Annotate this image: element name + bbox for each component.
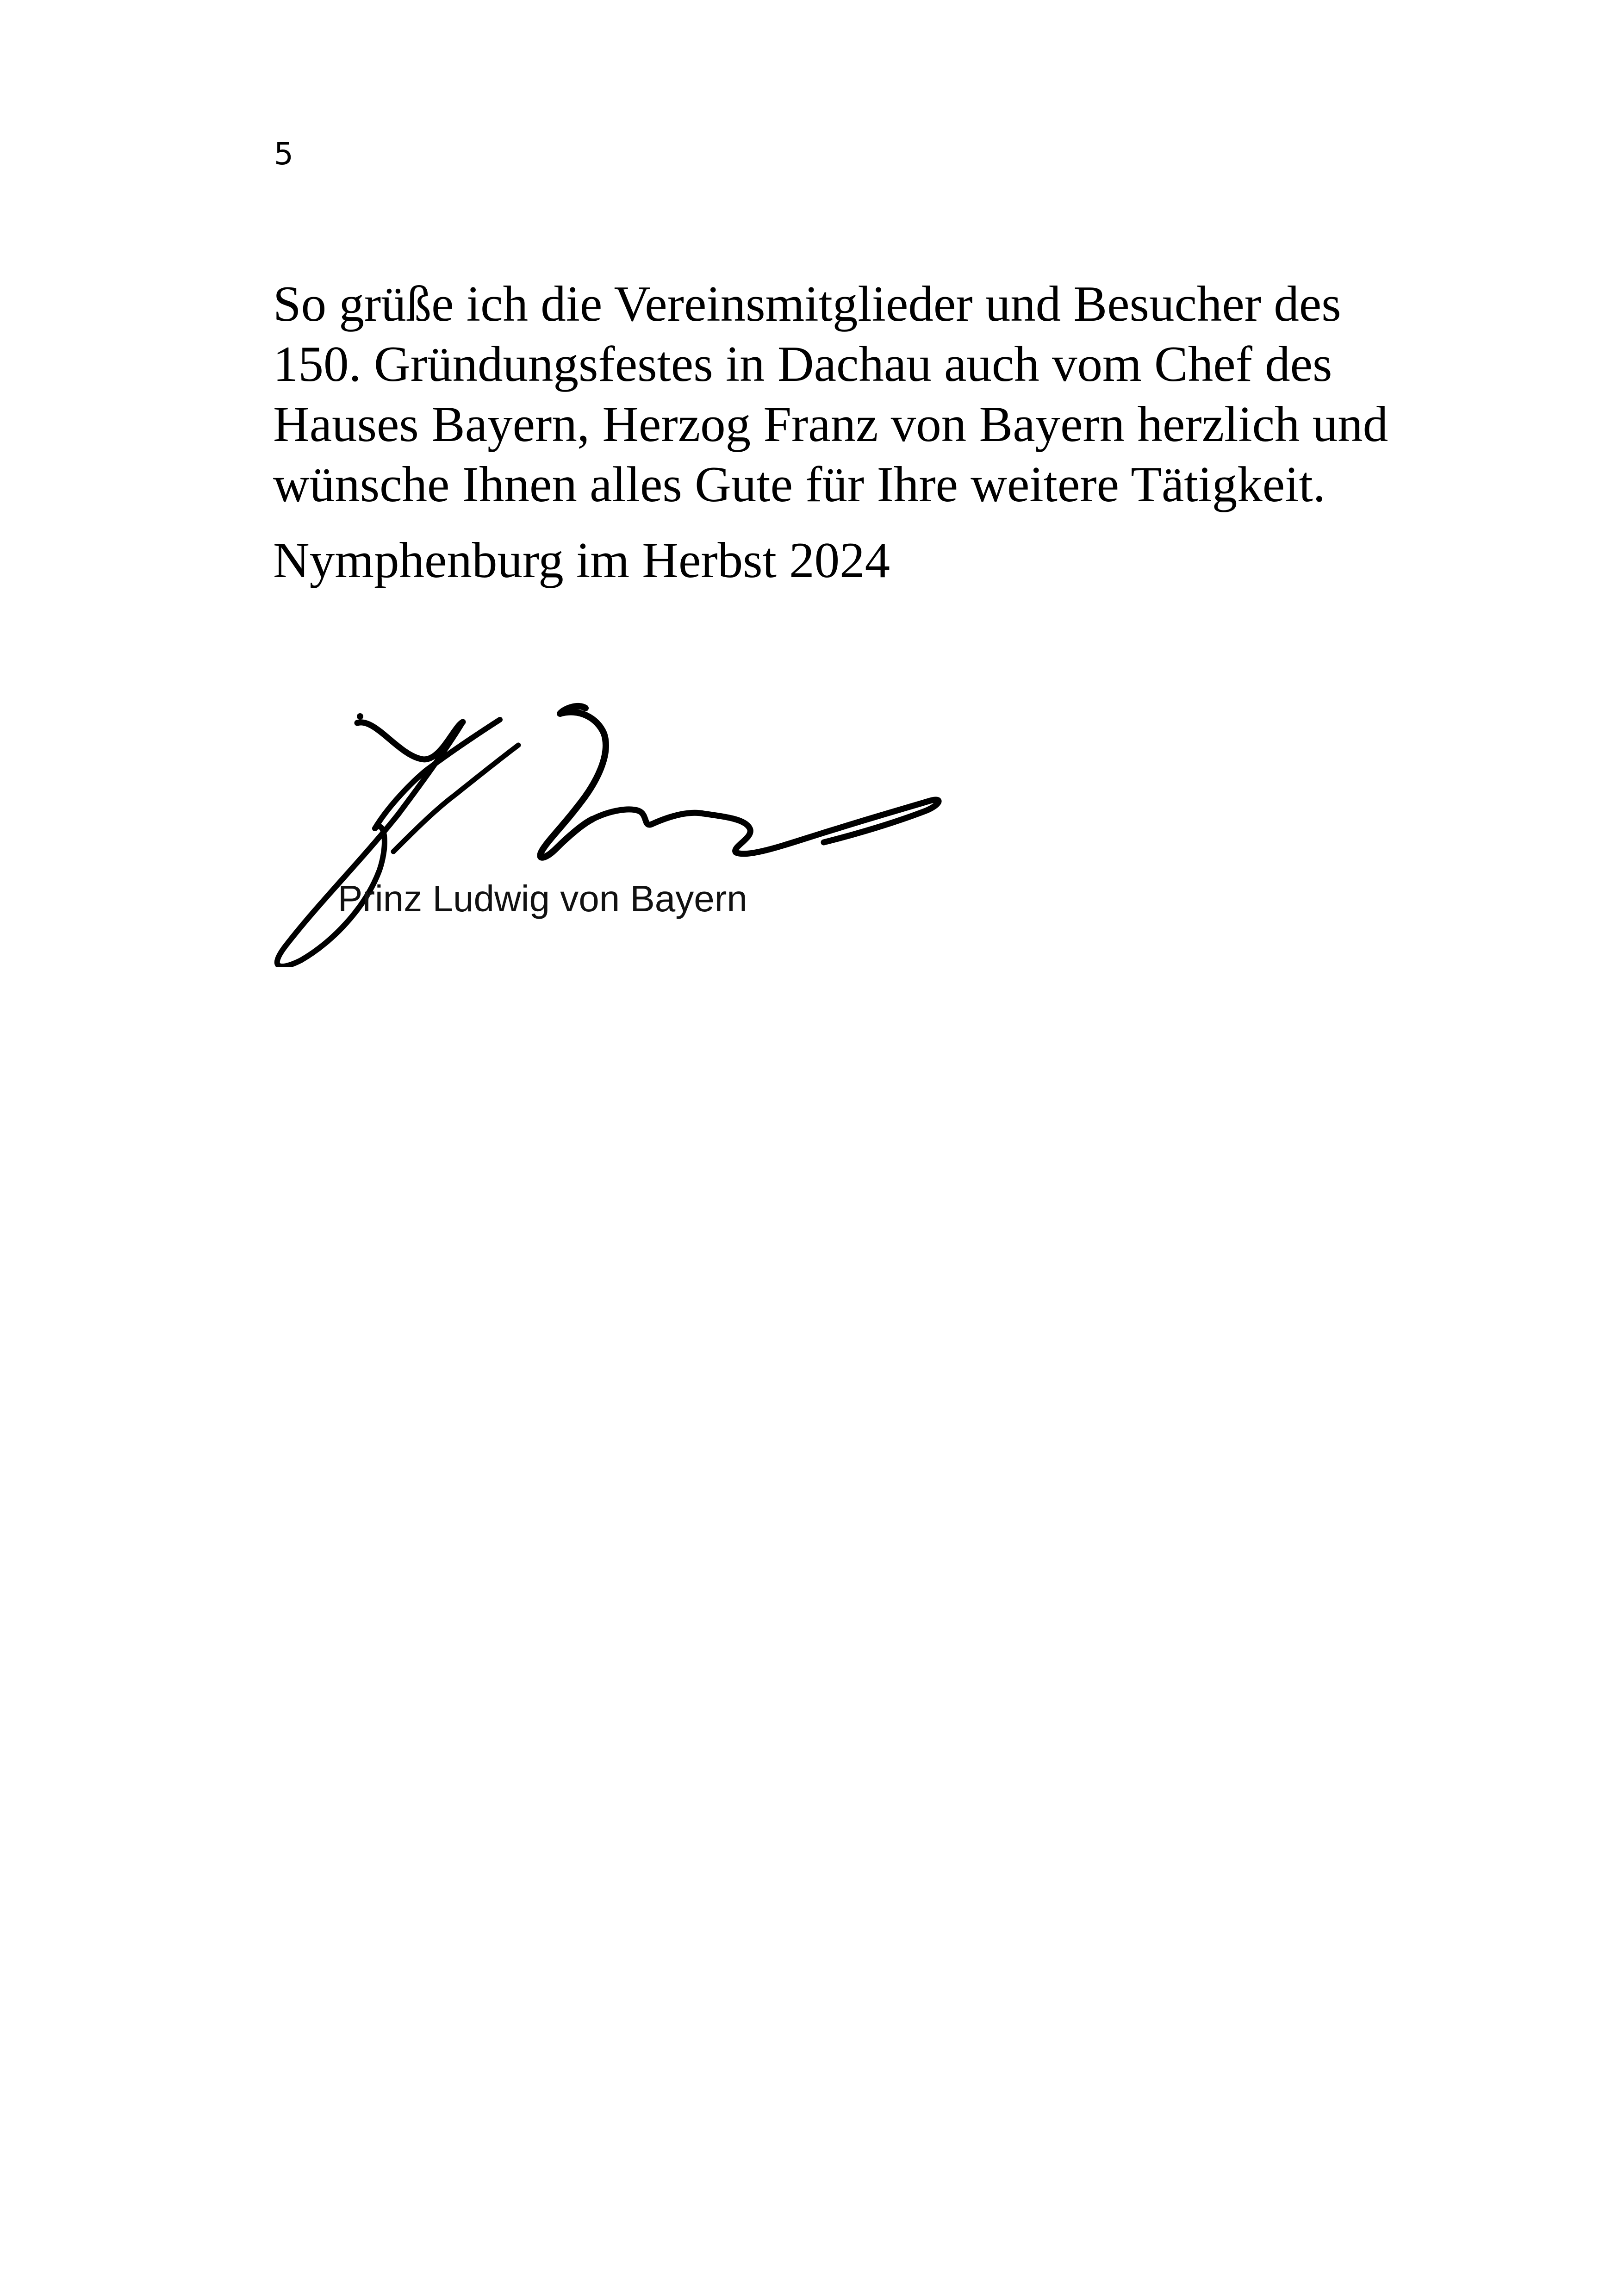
paragraph-line: wünsche Ihnen alles Gute für Ihre weitere Tätigkeit. xyxy=(273,456,1326,512)
paragraph-line: 150. Gründungsfestes in Dachau auch vom Chef des xyxy=(273,336,1332,392)
signature-stroke xyxy=(540,706,606,858)
signature-stroke xyxy=(592,809,703,825)
signer-name: Prinz Ludwig von Bayern xyxy=(338,878,747,919)
page-number: 5 xyxy=(274,136,293,172)
place-and-date: Nymphenburg im Herbst 2024 xyxy=(273,532,890,588)
paragraph-line: Hauses Bayern, Herzog Franz von Bayern herzlich und xyxy=(273,396,1388,452)
closing-paragraph xyxy=(273,274,1388,515)
paragraph-line: So grüße ich die Vereinsmitglieder und Besucher des xyxy=(273,276,1341,332)
signature-dot xyxy=(357,713,363,720)
handwritten-signature xyxy=(259,690,1000,967)
signature-stroke xyxy=(703,800,939,854)
signature-block xyxy=(259,690,1000,967)
